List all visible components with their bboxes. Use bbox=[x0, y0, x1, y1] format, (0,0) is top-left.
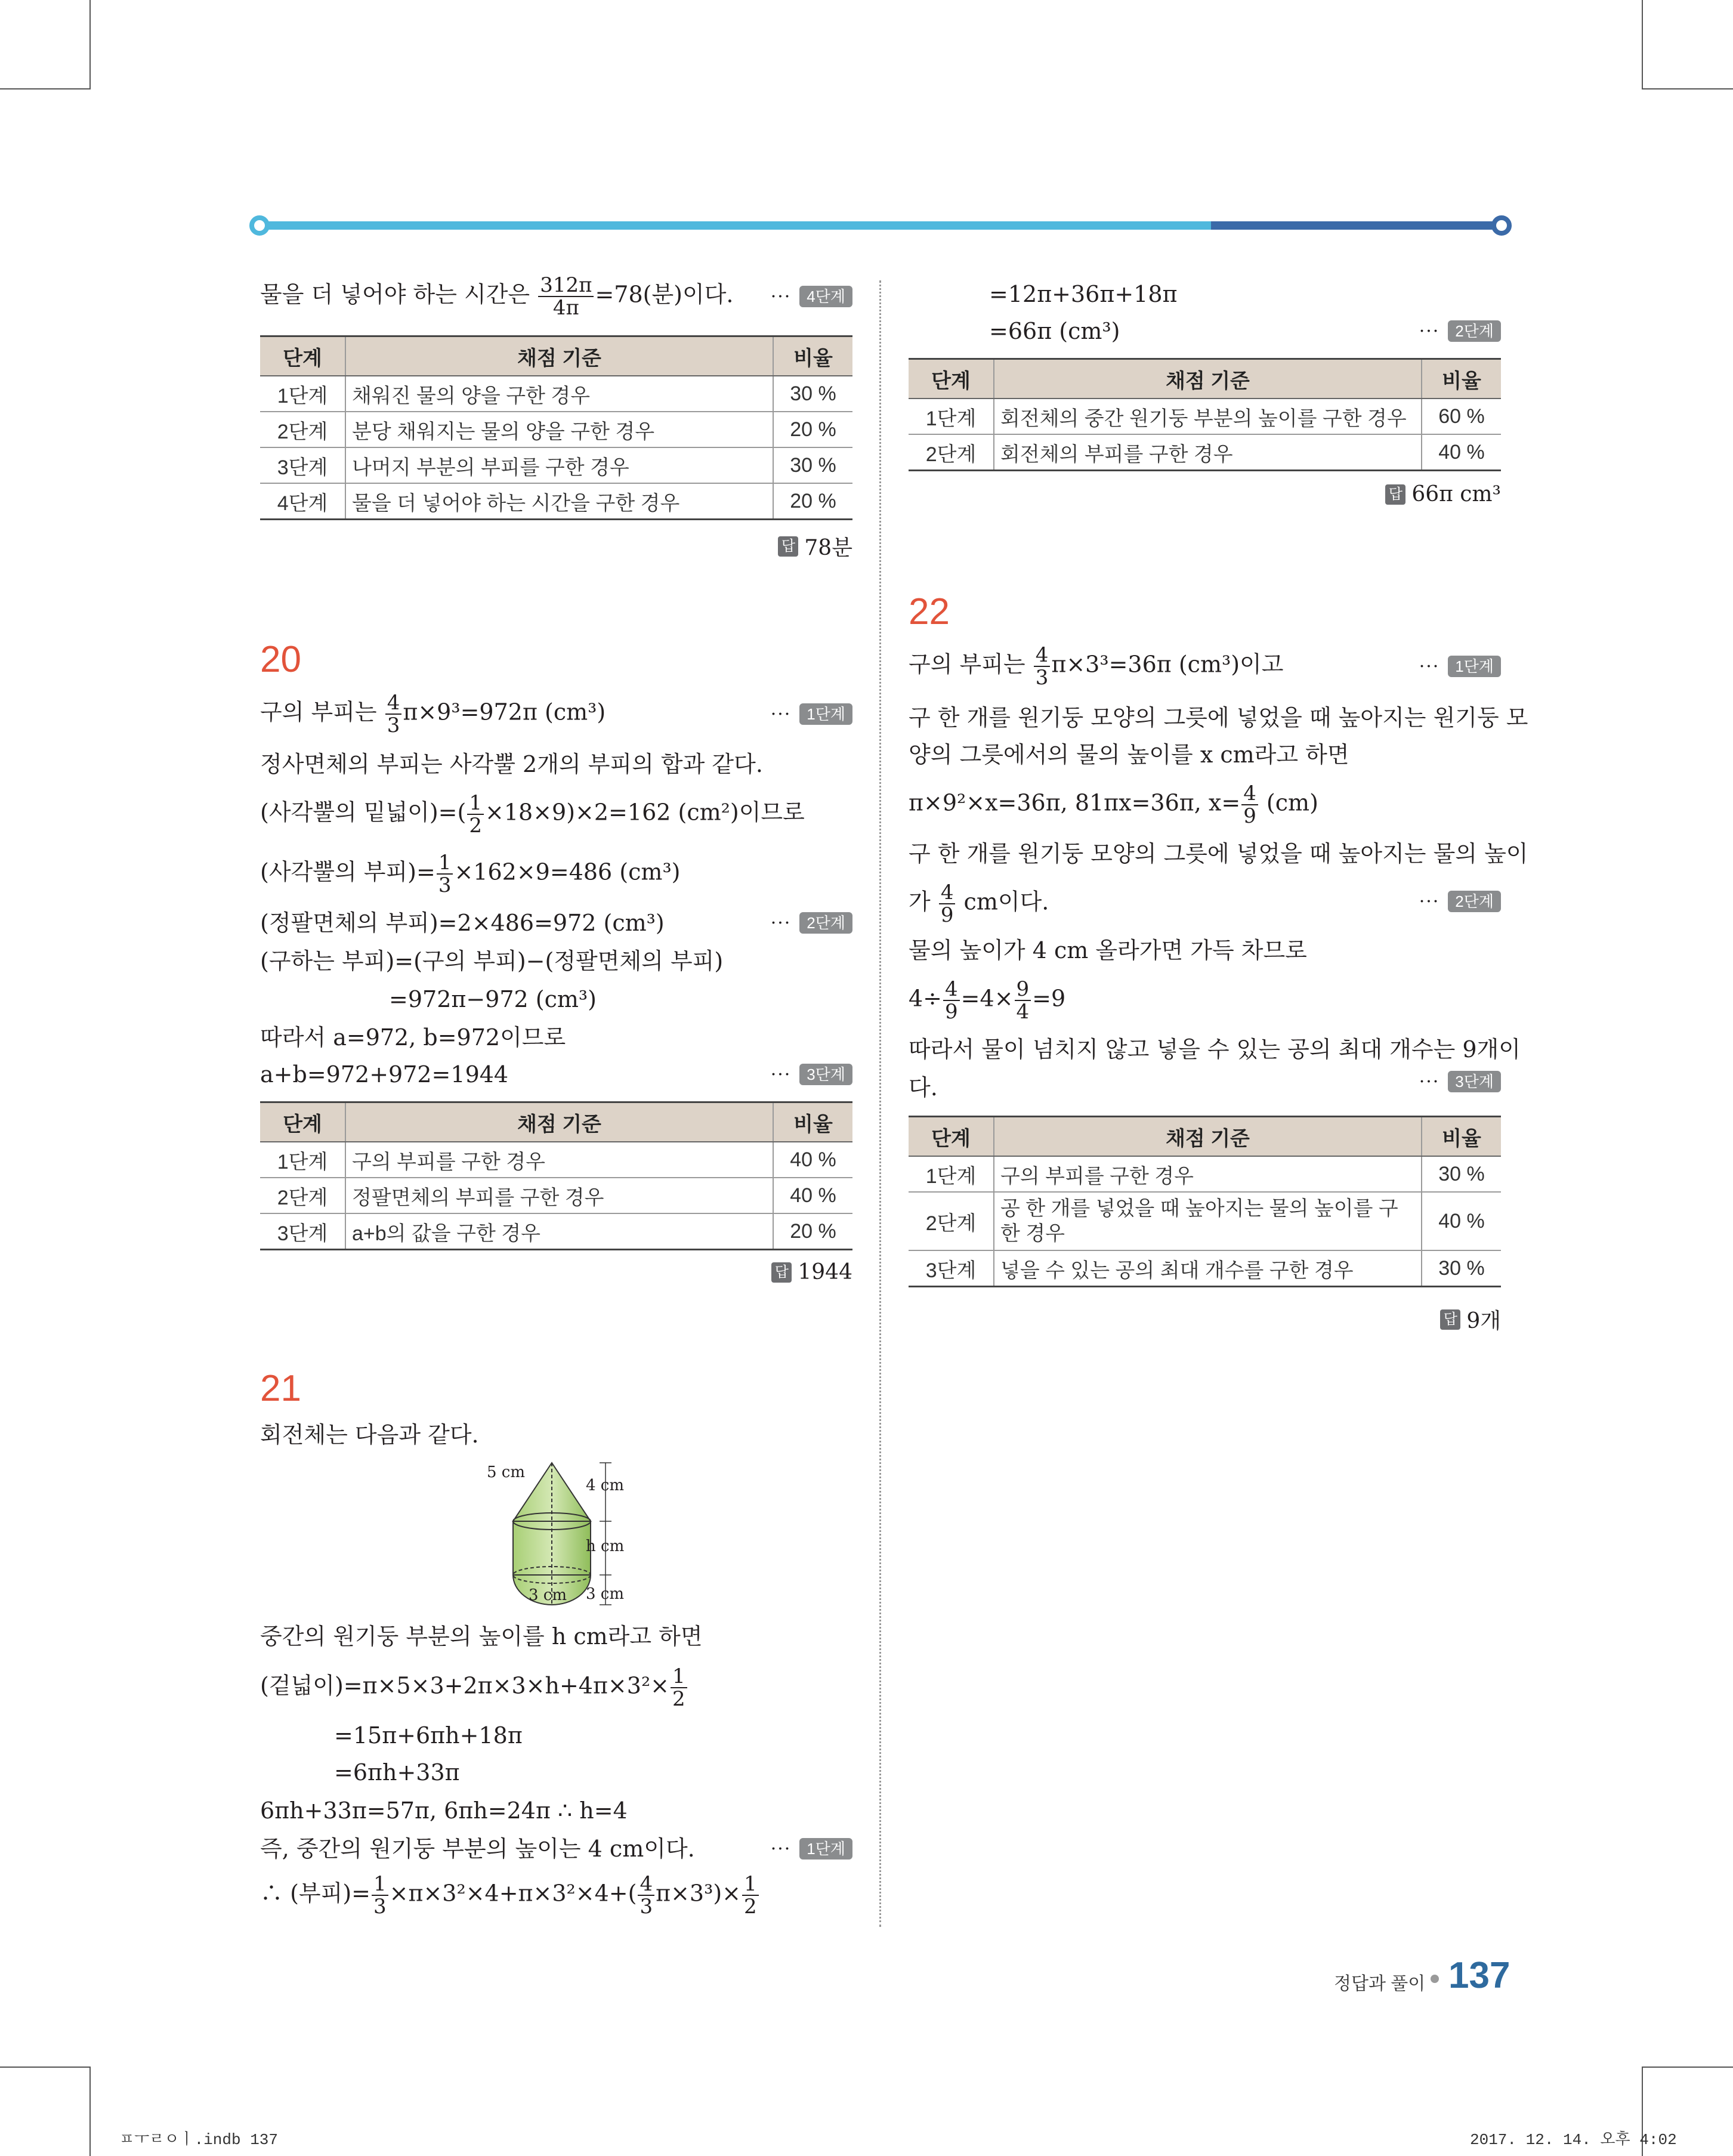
table-cell: 정팔면체의 부피를 구한 경우 bbox=[345, 1178, 773, 1213]
p22-line4 bbox=[909, 783, 1318, 827]
text bbox=[1419, 882, 1501, 921]
table-cell: 분당 채워지는 물의 양을 구한 경우 bbox=[345, 412, 773, 447]
p21-line5: =6πh+33π bbox=[334, 1759, 460, 1786]
text: 물을 더 넣어야 하는 시간은 bbox=[260, 281, 530, 308]
stage-badge: 3단계 bbox=[1448, 1071, 1501, 1092]
text: =66π (cm³) bbox=[989, 318, 1120, 344]
answer-icon: 답 bbox=[1385, 484, 1405, 505]
table-row bbox=[260, 1142, 852, 1178]
fraction bbox=[638, 1873, 654, 1917]
text bbox=[771, 694, 852, 734]
denominator: 4π bbox=[552, 296, 579, 320]
p20-line6: (구하는 부피)=(구의 부피)−(정팔면체의 부피) bbox=[260, 948, 724, 974]
p21-line7 bbox=[260, 1829, 852, 1868]
fraction bbox=[437, 852, 453, 896]
p20-line5 bbox=[260, 903, 852, 943]
table-cell: 공 한 개를 넣었을 때 높아지는 물의 높이를 구한 경우 bbox=[994, 1192, 1422, 1250]
text: 4 bbox=[638, 1873, 654, 1896]
text: 4 bbox=[385, 692, 402, 715]
table-cell: 40 % bbox=[1422, 1192, 1501, 1250]
table-header: 채점 기준 bbox=[994, 359, 1422, 399]
fraction bbox=[1241, 783, 1258, 827]
label-cylinder-height: h cm bbox=[586, 1537, 625, 1555]
r-line2 bbox=[909, 311, 1501, 351]
label-hemisphere: 3 cm bbox=[586, 1585, 625, 1603]
table-cell: 1단계 bbox=[260, 376, 345, 412]
text: 구의 부피는 bbox=[909, 651, 1025, 678]
text: π×9²×x=36π, 81πx=36π, x= bbox=[909, 789, 1241, 816]
table-cell: 나머지 부분의 부피를 구한 경우 bbox=[345, 447, 773, 483]
answer bbox=[1385, 482, 1501, 506]
table-row bbox=[260, 447, 852, 483]
text: 4 bbox=[1241, 783, 1258, 805]
footer-label: 정답과 풀이 bbox=[1334, 1974, 1426, 1994]
table-cell: 40 % bbox=[773, 1178, 852, 1213]
answer bbox=[1440, 1304, 1501, 1335]
problem-number: 21 bbox=[260, 1368, 301, 1409]
table-cell: 20 % bbox=[773, 483, 852, 520]
stage-badge: 1단계 bbox=[799, 703, 852, 725]
label-radius: 3 cm bbox=[529, 1586, 567, 1604]
fraction bbox=[742, 1873, 759, 1917]
table-cell: 넣을 수 있는 공의 최대 개수를 구한 경우 bbox=[994, 1250, 1422, 1287]
header-bar-accent bbox=[1211, 221, 1497, 230]
text: cm이다. bbox=[963, 888, 1049, 915]
ellipsis: ··· bbox=[1419, 891, 1440, 912]
text bbox=[909, 644, 1283, 688]
crop-mark bbox=[1642, 88, 1733, 89]
table-cell: 30 % bbox=[1422, 1250, 1501, 1287]
table-cell: 1단계 bbox=[909, 1156, 994, 1192]
p21-line2: 중간의 원기둥 부분의 높이를 h cm라고 하면 bbox=[260, 1623, 703, 1650]
text bbox=[771, 1055, 852, 1094]
table-cell: 2단계 bbox=[909, 434, 994, 471]
stage-badge: 3단계 bbox=[799, 1064, 852, 1085]
crop-mark bbox=[0, 2067, 89, 2068]
table-header: 단계 bbox=[260, 336, 345, 376]
answer bbox=[771, 1260, 852, 1284]
problem-number: 20 bbox=[260, 639, 301, 680]
fraction bbox=[1034, 644, 1051, 688]
table-cell: 회전체의 부피를 구한 경우 bbox=[994, 434, 1422, 471]
bar-dot-right bbox=[1491, 215, 1512, 236]
table-header: 비율 bbox=[773, 1102, 852, 1142]
table-cell: 30 % bbox=[1422, 1156, 1501, 1192]
table-row bbox=[909, 1250, 1501, 1287]
ellipsis: ··· bbox=[770, 1064, 792, 1085]
print-file-info: ㅍㅜㄹㅇㅣ.indb 137 bbox=[119, 2131, 279, 2149]
text: 9 bbox=[940, 903, 954, 927]
text: 4 bbox=[939, 882, 956, 904]
text: (사각뿔의 밑넓이)=( bbox=[260, 799, 467, 826]
p22-line8 bbox=[909, 978, 1065, 1023]
table-header: 단계 bbox=[909, 359, 994, 399]
p22-line3: 양의 그릇에서의 물의 높이를 x cm라고 하면 bbox=[909, 742, 1349, 768]
answer-value: 9개 bbox=[1466, 1309, 1501, 1333]
stage-badge: 1단계 bbox=[799, 1838, 852, 1860]
text: 3 bbox=[1035, 666, 1049, 690]
table-row bbox=[909, 1156, 1501, 1192]
table-row bbox=[909, 399, 1501, 434]
text bbox=[771, 277, 852, 316]
text: 즉, 중간의 원기둥 부분의 높이는 4 cm이다. bbox=[260, 1836, 695, 1862]
text bbox=[260, 274, 734, 319]
text: 1 bbox=[467, 792, 484, 815]
text: 3 bbox=[373, 1895, 387, 1919]
stage-badge: 2단계 bbox=[1448, 320, 1501, 342]
text: ∴ (부피)= bbox=[260, 1880, 370, 1907]
p21-line6: 6πh+33π=57π, 6πh=24π ∴ h=4 bbox=[260, 1797, 628, 1824]
text bbox=[771, 903, 852, 943]
crop-mark bbox=[1642, 2067, 1733, 2068]
text bbox=[1419, 311, 1501, 351]
p22-line9: 따라서 물이 넘치지 않고 넣을 수 있는 공의 최대 개수는 9개이 bbox=[909, 1036, 1521, 1062]
text: 3 bbox=[387, 713, 400, 737]
text: =9 bbox=[1032, 985, 1066, 1012]
table-cell: 4단계 bbox=[260, 483, 345, 520]
text: =78(분)이다. bbox=[595, 281, 734, 308]
p22-line10 bbox=[909, 1068, 1501, 1107]
text: 2 bbox=[469, 814, 482, 838]
answer-icon: 답 bbox=[778, 536, 798, 557]
fraction bbox=[372, 1873, 388, 1917]
text bbox=[1419, 647, 1501, 686]
table-header: 채점 기준 bbox=[345, 1102, 773, 1142]
p20-line7: =972π−972 (cm³) bbox=[389, 986, 597, 1012]
table-cell: 물을 더 넣어야 하는 시간을 구한 경우 bbox=[345, 483, 773, 520]
table-cell: 회전체의 중간 원기둥 부분의 높이를 구한 경우 bbox=[994, 399, 1422, 434]
text: 가 bbox=[909, 888, 931, 915]
fraction bbox=[467, 792, 484, 836]
table-header: 비율 bbox=[1422, 359, 1501, 399]
table-header: 비율 bbox=[1422, 1117, 1501, 1157]
p21-line4: =15π+6πh+18π bbox=[334, 1722, 523, 1749]
table-cell: 3단계 bbox=[260, 447, 345, 483]
table-header: 단계 bbox=[909, 1117, 994, 1157]
text: 다. bbox=[909, 1074, 938, 1101]
table-row bbox=[260, 1213, 852, 1250]
p20-line2: 정사면체의 부피는 사각뿔 2개의 부피의 합과 같다. bbox=[260, 751, 763, 777]
p22-line6 bbox=[909, 882, 1501, 929]
stage-badge: 1단계 bbox=[1448, 656, 1501, 677]
grading-table bbox=[909, 1116, 1501, 1287]
grading-table bbox=[260, 1101, 852, 1250]
answer-icon: 답 bbox=[771, 1262, 792, 1283]
answer bbox=[778, 531, 852, 561]
text: ×π×3²×4+π×3²×4+( bbox=[389, 1880, 637, 1907]
cont-line bbox=[260, 272, 852, 320]
ellipsis: ··· bbox=[1419, 1071, 1440, 1092]
ellipsis: ··· bbox=[770, 703, 792, 725]
ellipsis: ··· bbox=[770, 1838, 792, 1860]
label-slant: 5 cm bbox=[487, 1463, 526, 1481]
p22-line5: 구 한 개를 원기둥 모양의 그릇에 넣었을 때 높아지는 물의 높이 bbox=[909, 841, 1528, 867]
table-cell: 30 % bbox=[773, 447, 852, 483]
table-cell: a+b의 값을 구한 경우 bbox=[345, 1213, 773, 1250]
solid-figure bbox=[465, 1456, 692, 1611]
table-header: 비율 bbox=[773, 336, 852, 376]
table-cell: 40 % bbox=[1422, 434, 1501, 471]
ellipsis: ··· bbox=[1419, 320, 1440, 342]
answer-value: 78분 bbox=[804, 536, 852, 560]
fraction bbox=[943, 978, 960, 1023]
table-cell: 2단계 bbox=[260, 412, 345, 447]
table-cell: 40 % bbox=[773, 1142, 852, 1178]
text: (정팔면체의 부피)=2×486=972 (cm³) bbox=[260, 910, 665, 936]
answer-value: 66π cm³ bbox=[1411, 482, 1501, 506]
text: 9 bbox=[945, 1000, 958, 1024]
table-cell: 1단계 bbox=[260, 1142, 345, 1178]
table-cell: 채워진 물의 양을 구한 경우 bbox=[345, 376, 773, 412]
grading-table bbox=[260, 335, 852, 520]
table-header: 채점 기준 bbox=[994, 1117, 1422, 1157]
text: 4 bbox=[943, 978, 960, 1001]
table-row bbox=[260, 412, 852, 447]
stage-badge: 2단계 bbox=[1448, 891, 1501, 912]
text: 4÷ bbox=[909, 985, 943, 1012]
fraction bbox=[671, 1666, 687, 1710]
answer-icon: 답 bbox=[1440, 1309, 1460, 1330]
table-cell: 30 % bbox=[773, 376, 852, 412]
text: =4× bbox=[960, 985, 1014, 1012]
table-row bbox=[909, 434, 1501, 471]
table-header: 단계 bbox=[260, 1102, 345, 1142]
text: 구의 부피는 bbox=[260, 699, 377, 725]
text bbox=[260, 692, 606, 736]
crop-mark bbox=[89, 0, 91, 89]
label-cone-height: 4 cm bbox=[586, 1477, 625, 1494]
table-row bbox=[260, 376, 852, 412]
p21-line8 bbox=[260, 1873, 760, 1917]
text bbox=[1419, 1062, 1501, 1101]
crop-mark bbox=[1642, 0, 1643, 89]
r-line1: =12π+36π+18π bbox=[989, 281, 1178, 307]
text: 2 bbox=[744, 1895, 757, 1919]
text: π×9³=972π (cm³) bbox=[403, 699, 606, 725]
text: (cm) bbox=[1266, 789, 1318, 816]
ellipsis: ··· bbox=[770, 286, 792, 307]
header-bar bbox=[257, 221, 1211, 230]
table-cell: 20 % bbox=[773, 412, 852, 447]
p22-line7: 물의 높이가 4 cm 올라가면 가득 차므로 bbox=[909, 937, 1307, 963]
text bbox=[771, 1829, 852, 1868]
bar-dot-left bbox=[249, 215, 270, 236]
table-cell: 60 % bbox=[1422, 399, 1501, 434]
answer-value: 1944 bbox=[798, 1260, 852, 1284]
grading-table bbox=[909, 358, 1501, 471]
p21-line3 bbox=[260, 1666, 688, 1710]
table-cell: 구의 부피를 구한 경우 bbox=[345, 1142, 773, 1178]
text: 1 bbox=[372, 1873, 388, 1896]
table-row bbox=[260, 1178, 852, 1213]
numerator: 312π bbox=[538, 274, 594, 297]
text: 9 bbox=[1243, 804, 1256, 828]
text: 1 bbox=[742, 1873, 759, 1896]
text: (겉넓이)=π×5×3+2π×3×h+4π×3²× bbox=[260, 1672, 670, 1699]
table-row bbox=[260, 483, 852, 520]
text: (사각뿔의 부피)= bbox=[260, 858, 435, 885]
text: ×18×9)×2=162 (cm²)이므로 bbox=[485, 799, 805, 826]
problem-number: 22 bbox=[909, 591, 950, 632]
table-cell: 20 % bbox=[773, 1213, 852, 1250]
text: 1 bbox=[671, 1666, 687, 1688]
fraction bbox=[1015, 978, 1031, 1023]
text bbox=[909, 882, 1049, 926]
table-header: 채점 기준 bbox=[345, 336, 773, 376]
column-divider bbox=[879, 280, 881, 1927]
text: 2 bbox=[672, 1687, 685, 1711]
table-cell: 3단계 bbox=[909, 1250, 994, 1287]
text: 4 bbox=[1016, 1000, 1030, 1024]
text: 3 bbox=[640, 1895, 653, 1919]
stage-badge: 4단계 bbox=[799, 286, 852, 307]
p20-line3 bbox=[260, 792, 805, 836]
crop-mark bbox=[0, 88, 89, 89]
footer-dot bbox=[1431, 1975, 1439, 1983]
p20-line8: 따라서 a=972, b=972이므로 bbox=[260, 1024, 566, 1051]
p20-line9 bbox=[260, 1055, 852, 1094]
text: 1 bbox=[437, 852, 453, 875]
text: 3 bbox=[438, 873, 452, 897]
text: 4 bbox=[1034, 644, 1051, 667]
ellipsis: ··· bbox=[1419, 656, 1440, 677]
text: π×3³)× bbox=[656, 1880, 741, 1907]
table-cell: 3단계 bbox=[260, 1213, 345, 1250]
print-timestamp: 2017. 12. 14. 오후 4:02 bbox=[1470, 2131, 1677, 2149]
text: ×162×9=486 (cm³) bbox=[454, 858, 681, 885]
p20-line1 bbox=[260, 692, 852, 740]
p20-line4 bbox=[260, 852, 681, 896]
p22-line1 bbox=[909, 644, 1501, 692]
p21-line1: 회전체는 다음과 같다. bbox=[260, 1422, 479, 1448]
page-number: 137 bbox=[1448, 1955, 1510, 1996]
table-cell: 구의 부피를 구한 경우 bbox=[994, 1156, 1422, 1192]
fraction bbox=[538, 274, 594, 319]
crop-mark bbox=[89, 2067, 91, 2156]
stage-badge: 2단계 bbox=[799, 912, 852, 934]
text: a+b=972+972=1944 bbox=[260, 1061, 509, 1088]
p22-line2: 구 한 개를 원기둥 모양의 그릇에 넣었을 때 높아지는 원기둥 모 bbox=[909, 705, 1528, 731]
text: π×3³=36π (cm³)이고 bbox=[1051, 651, 1284, 678]
table-cell: 2단계 bbox=[909, 1192, 994, 1250]
text: 9 bbox=[1015, 978, 1031, 1001]
ellipsis: ··· bbox=[770, 912, 792, 934]
table-cell: 2단계 bbox=[260, 1178, 345, 1213]
table-row bbox=[909, 1192, 1501, 1250]
table-cell: 1단계 bbox=[909, 399, 994, 434]
fraction bbox=[939, 882, 956, 926]
fraction bbox=[385, 692, 402, 736]
